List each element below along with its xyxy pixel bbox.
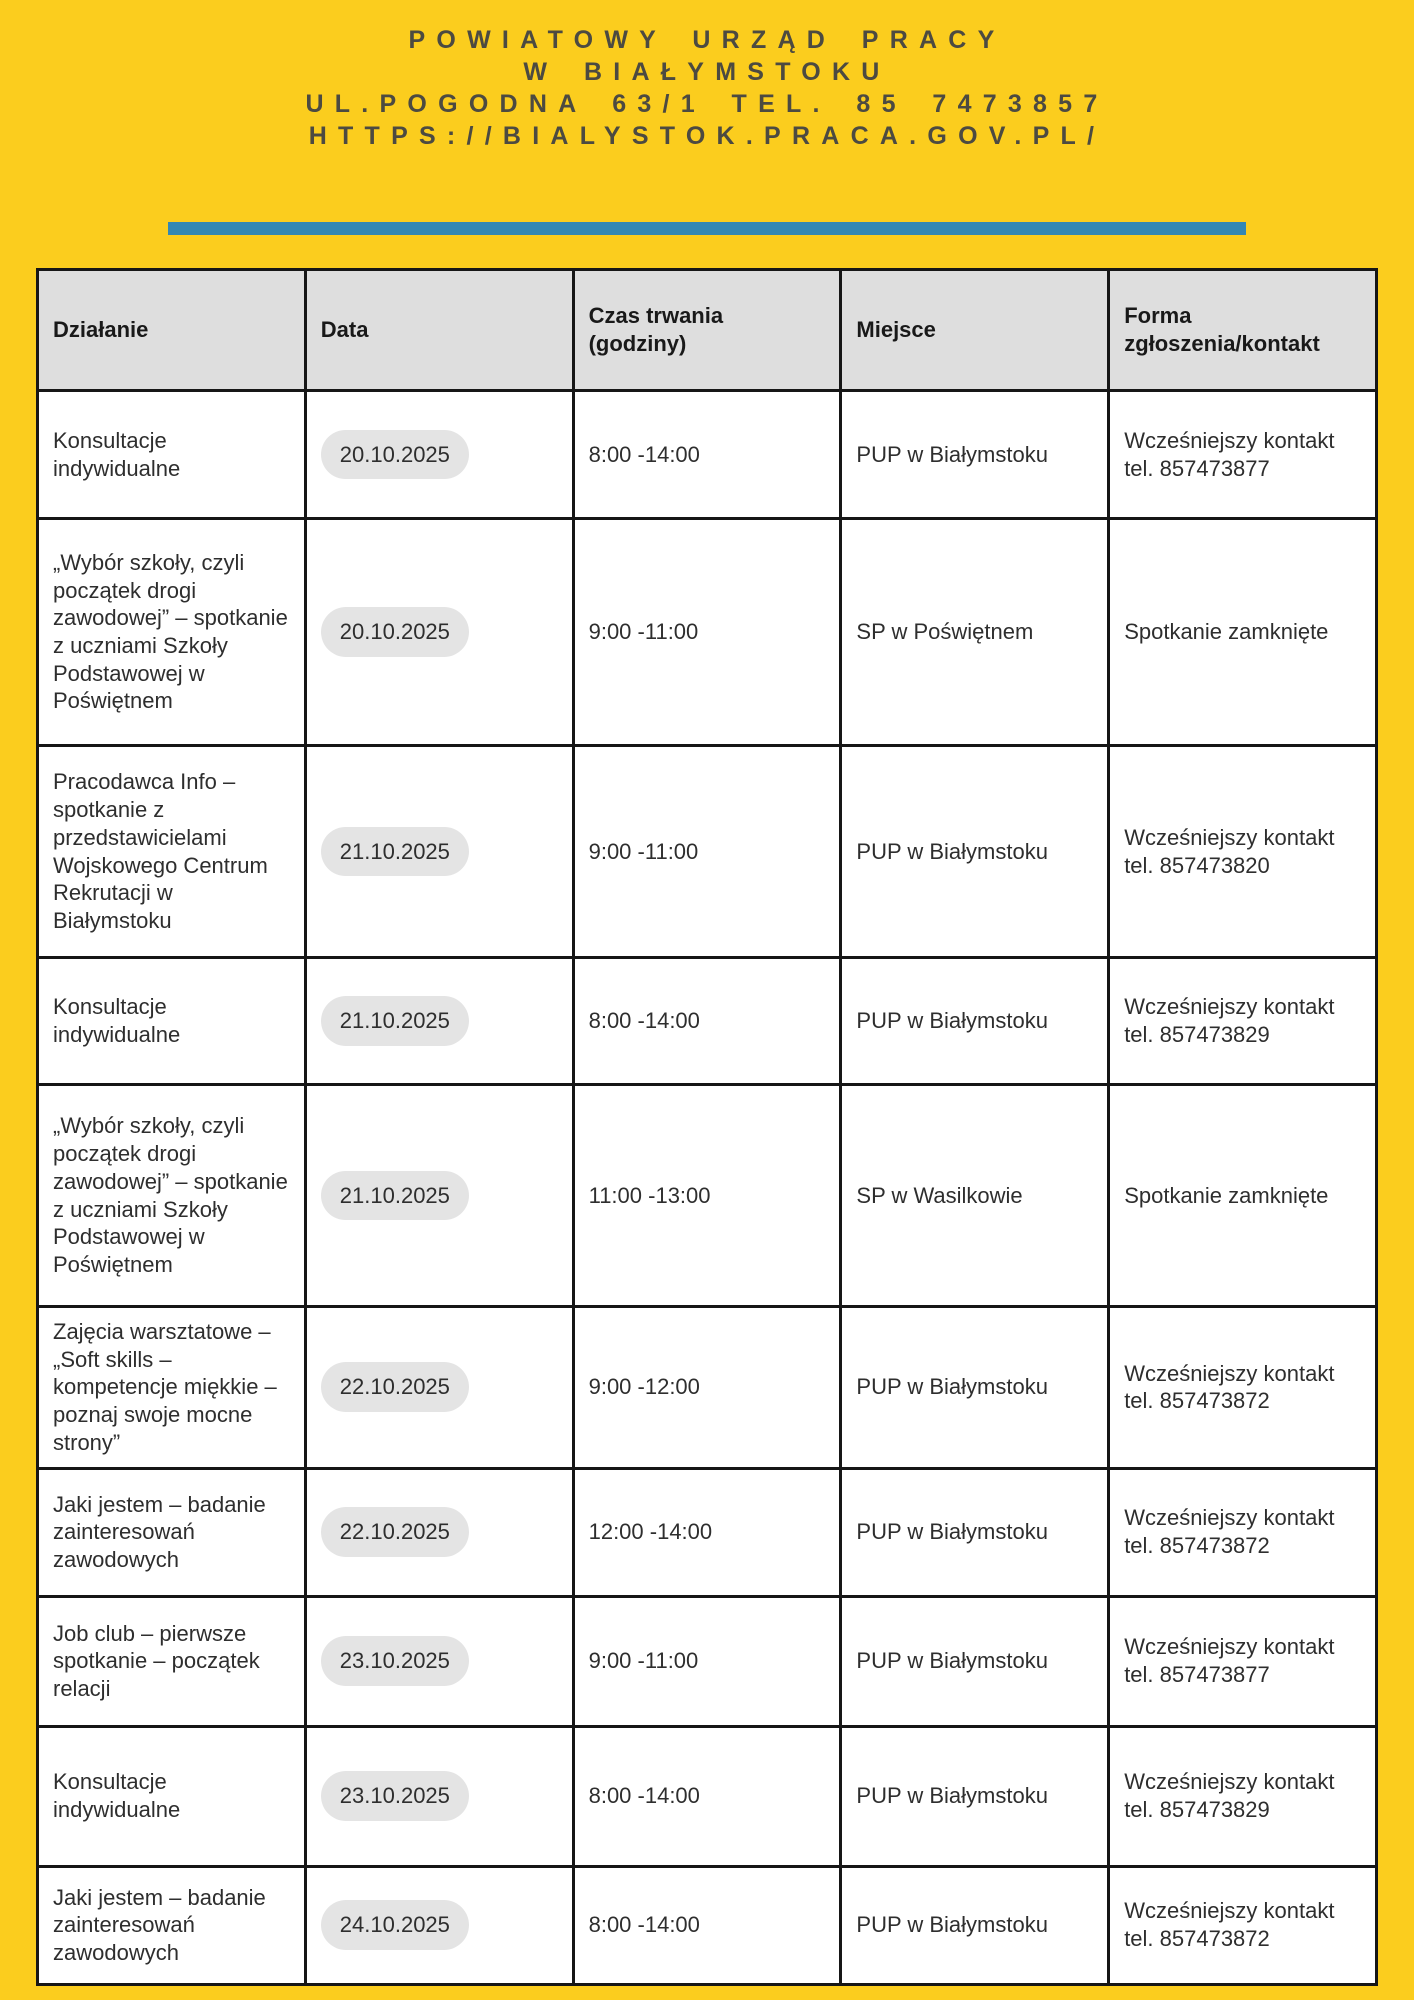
activity-cell: Jaki jestem – badanie zainteresowań zawodowych — [38, 1468, 306, 1596]
table-row — [38, 1307, 1377, 1469]
time-cell: 9:00 -12:00 — [573, 1307, 841, 1469]
time-cell: 8:00 -14:00 — [573, 391, 841, 519]
org-name-line-2: W BIAŁYMSTOKU — [523, 58, 891, 86]
table-row — [38, 1866, 1377, 1984]
date-pill: 21.10.2025 — [321, 827, 469, 877]
table-row — [38, 1468, 1377, 1596]
activity-cell: Pracodawca Info – spotkanie z przedstawicielami Wojskowego Centrum Rekrutacji w Białymstoku — [38, 746, 306, 958]
org-name-line-1: POWIATOWY URZĄD PRACY — [408, 26, 1006, 54]
date-cell — [305, 519, 573, 746]
org-address-phone-line: UL.POGODNA 63/1 TEL. 85 7473857 — [305, 90, 1109, 118]
date-cell — [305, 1307, 573, 1469]
date-pill: 23.10.2025 — [321, 1771, 469, 1821]
table-row — [38, 1596, 1377, 1726]
place-cell: PUP w Białymstoku — [841, 391, 1109, 519]
date-cell — [305, 1085, 573, 1307]
contact-cell: Wcześniejszy kontakt tel. 857473820 — [1109, 746, 1377, 958]
time-cell: 8:00 -14:00 — [573, 958, 841, 1085]
table-row — [38, 519, 1377, 746]
place-cell: PUP w Białymstoku — [841, 1307, 1109, 1469]
col-header-data: Data — [305, 270, 573, 391]
place-cell: PUP w Białymstoku — [841, 1468, 1109, 1596]
date-pill: 22.10.2025 — [321, 1507, 469, 1557]
activity-cell: Konsultacje indywidualne — [38, 391, 306, 519]
contact-cell: Wcześniejszy kontakt tel. 857473872 — [1109, 1866, 1377, 1984]
contact-cell: Spotkanie zamknięte — [1109, 1085, 1377, 1307]
activity-cell: Konsultacje indywidualne — [38, 958, 306, 1085]
col-header-miejsce: Miejsce — [841, 270, 1109, 391]
date-pill: 20.10.2025 — [321, 430, 469, 480]
place-cell: PUP w Białymstoku — [841, 746, 1109, 958]
poster-header — [0, 0, 1414, 152]
date-pill: 22.10.2025 — [321, 1362, 469, 1412]
contact-cell: Wcześniejszy kontakt tel. 857473829 — [1109, 1726, 1377, 1866]
place-cell: PUP w Białymstoku — [841, 1726, 1109, 1866]
contact-cell: Spotkanie zamknięte — [1109, 519, 1377, 746]
time-cell: 11:00 -13:00 — [573, 1085, 841, 1307]
table-row — [38, 391, 1377, 519]
time-cell: 9:00 -11:00 — [573, 519, 841, 746]
table-row — [38, 958, 1377, 1085]
activity-cell: Jaki jestem – badanie zainteresowań zawodowych — [38, 1866, 306, 1984]
contact-cell: Wcześniejszy kontakt tel. 857473877 — [1109, 1596, 1377, 1726]
time-cell: 8:00 -14:00 — [573, 1866, 841, 1984]
accent-divider-bar — [168, 222, 1246, 235]
org-website-line: HTTPS://BIALYSTOK.PRACA.GOV.PL/ — [308, 122, 1106, 150]
date-cell — [305, 1866, 573, 1984]
date-cell — [305, 391, 573, 519]
date-cell — [305, 1596, 573, 1726]
date-pill: 23.10.2025 — [321, 1636, 469, 1686]
table-row — [38, 1726, 1377, 1866]
place-cell: PUP w Białymstoku — [841, 1596, 1109, 1726]
date-pill: 21.10.2025 — [321, 996, 469, 1046]
contact-cell: Wcześniejszy kontakt tel. 857473829 — [1109, 958, 1377, 1085]
activity-cell: Zajęcia warsztatowe – „Soft skills – kompetencje miękkie – poznaj swoje mocne strony” — [38, 1307, 306, 1469]
time-cell: 12:00 -14:00 — [573, 1468, 841, 1596]
col-header-czas-trwania: Czas trwania (godziny) — [573, 270, 841, 391]
date-cell — [305, 746, 573, 958]
place-cell: PUP w Białymstoku — [841, 1866, 1109, 1984]
table-row — [38, 1085, 1377, 1307]
place-cell: SP w Poświętnem — [841, 519, 1109, 746]
activity-cell: Konsultacje indywidualne — [38, 1726, 306, 1866]
date-pill: 20.10.2025 — [321, 607, 469, 657]
date-cell — [305, 1726, 573, 1866]
date-pill: 24.10.2025 — [321, 1900, 469, 1950]
col-header-dzialanie: Działanie — [38, 270, 306, 391]
contact-cell: Wcześniejszy kontakt tel. 857473872 — [1109, 1307, 1377, 1469]
time-cell: 9:00 -11:00 — [573, 1596, 841, 1726]
activity-cell: Job club – pierwsze spotkanie – początek relacji — [38, 1596, 306, 1726]
activity-cell: „Wybór szkoły, czyli początek drogi zawodowej” – spotkanie z uczniami Szkoły Podstawowej w Poświętnem — [38, 519, 306, 746]
place-cell: SP w Wasilkowie — [841, 1085, 1109, 1307]
schedule-table — [36, 268, 1378, 1986]
col-header-forma: Forma zgłoszenia/kontakt — [1109, 270, 1377, 391]
date-pill: 21.10.2025 — [321, 1171, 469, 1221]
time-cell: 8:00 -14:00 — [573, 1726, 841, 1866]
date-cell — [305, 958, 573, 1085]
place-cell: PUP w Białymstoku — [841, 958, 1109, 1085]
contact-cell: Wcześniejszy kontakt tel. 857473877 — [1109, 391, 1377, 519]
date-cell — [305, 1468, 573, 1596]
time-cell: 9:00 -11:00 — [573, 746, 841, 958]
contact-cell: Wcześniejszy kontakt tel. 857473872 — [1109, 1468, 1377, 1596]
activity-cell: „Wybór szkoły, czyli początek drogi zawodowej” – spotkanie z uczniami Szkoły Podstawowej w Poświętnem — [38, 1085, 306, 1307]
table-row — [38, 746, 1377, 958]
table-header-row — [38, 270, 1377, 391]
